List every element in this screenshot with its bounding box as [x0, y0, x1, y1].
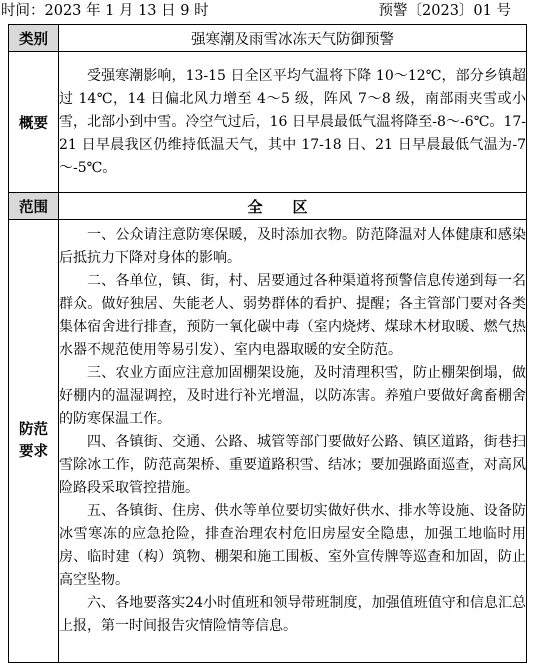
requirements-label-line1: 防范	[19, 422, 48, 438]
requirements-label	[9, 220, 59, 663]
summary-row	[9, 52, 527, 193]
category-label: 类别	[9, 25, 59, 52]
requirement-item-4: 四、各镇街、交通、公路、城管等部门要做好公路、镇区道路，街巷扫雪除冰工作，防范高架桥、重要道路积雪、结冰；要加强路面巡查，对高风险路段采取管控措施。	[59, 434, 526, 496]
issue-time: 时间：2023 年 1 月 13 日 9 时	[1, 3, 209, 19]
requirement-item-1: 一、公众请注意防寒保暖，及时添加衣物。防范降温对人体健康和感染后抵抗力下降对身体的影响。	[59, 227, 526, 266]
requirements-label-line2: 要求	[19, 444, 48, 460]
requirements-row	[9, 220, 527, 663]
range-value: 全区	[59, 193, 527, 220]
requirement-item-2: 二、各单位，镇、街，村、居要通过各种渠道将预警信息传递到每一名群众。做好独居、失能老人、弱势群体的看护、提醒；各主管部门要对各类集体宿舍进行排查，预防一氧化碳中毒（室内烧烤、煤球木材取暖、燃气热水器不规范使用等易引发）、室内电器取暖的安全防范。	[59, 273, 526, 358]
summary-label: 概要	[9, 52, 59, 193]
range-label: 范围	[9, 193, 59, 220]
requirement-item-5: 五、各镇街、住房、供水等单位要切实做好供水、排水等设施、设备防冰雪寒冻的应急抢险，排查治理农村危旧房屋安全隐患，加强工地临时用房、临时建（构）筑物、棚架和施工围板、室外宣传牌等巡查和加固，防止高空坠物。	[59, 503, 526, 588]
summary-text: 受强寒潮影响，13-15 日全区平均气温将下降 10～12℃，部分乡镇超过 14℃，14 日偏北风力增至 4～5 级，阵风 7～8 级，南部雨夹雪或小雪，北部小到中雪。冷空气过后，16 日早晨最低气温将降至-8～-6℃。17-21 日早晨我区仍维持低温天气，其中 17-18 日、21 日早晨最低气温为-7～-5℃。	[59, 67, 526, 176]
category-row	[9, 25, 527, 52]
warning-table	[8, 24, 527, 663]
requirement-item-3: 三、农业方面应注意加固棚架设施，及时清理积雪，防止棚架倒塌，做好棚内的温湿调控，及时进行补光增温，以防冻害。养殖户要做好禽畜棚舍的防寒保温工作。	[59, 365, 526, 427]
requirement-item-6: 六、各地要落实24小时值班和领导带班制度，加强值班值守和信息汇总上报，第一时间报告灾情险情等信息。	[59, 595, 526, 634]
warning-title: 强寒潮及雨雪冰冻天气防御预警	[59, 25, 527, 52]
warning-number: 预警〔2023〕01 号	[378, 3, 511, 19]
document-header	[0, 0, 537, 22]
range-row	[9, 193, 527, 220]
